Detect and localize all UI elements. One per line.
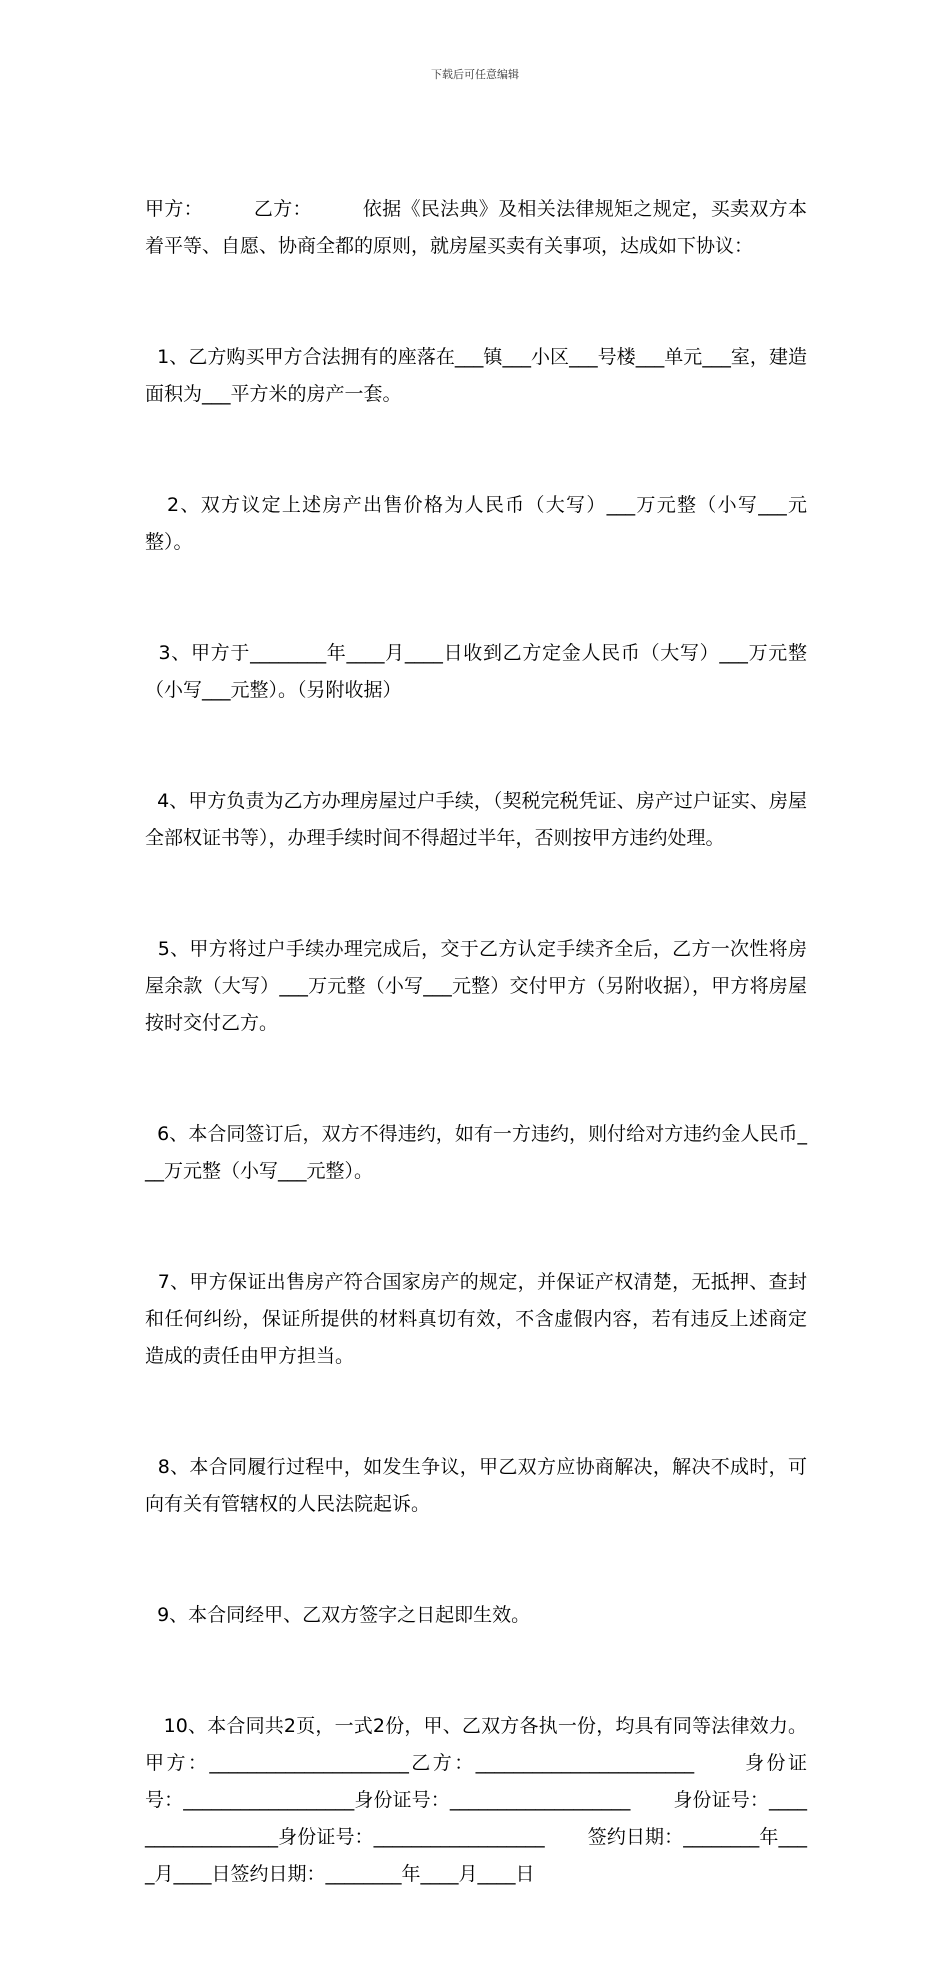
contract-body (145, 117, 844, 1967)
page-header-note: 下载后可任意编辑 (431, 68, 519, 81)
contract-intro: 甲方： 乙方： 依据《民法典》及相关法律规矩之规定，买卖双方本着平等、自愿、协商全都的原则，就房屋买卖有关事项，达成如下协议： (145, 198, 807, 257)
clause-8: 8、本合同履行过程中，如发生争议，甲乙双方应协商解决，解决不成时，可向有关有管辖权的人民法院起诉。 (145, 1456, 807, 1515)
clause-10-and-signatures: 10、本合同共2页，一式2份，甲、乙双方各执一份，均具有同等法律效力。 甲方：_____________________乙方：_______________________ 身份证号：__________________身份证号：___________________ 身份证号：__________________身份证号：__________________ 签约日期：________年____月____日签约日期：________年____月____日 (145, 1715, 844, 1885)
clause-6: 6、本合同签订后，双方不得违约，如有一方违约，则付给对方违约金人民币___万元整（小写___元整）。 (145, 1123, 807, 1182)
clause-1: 1、乙方购买甲方合法拥有的座落在___镇___小区___号楼___单元___室，建造面积为___平方米的房产一套。 (145, 346, 807, 405)
clause-9: 9、本合同经甲、乙双方签字之日起即生效。 (145, 1604, 531, 1626)
clause-5: 5、甲方将过户手续办理完成后，交于乙方认定手续齐全后，乙方一次性将房屋余款（大写）___万元整（小写___元整）交付甲方（另附收据），甲方将房屋按时交付乙方。 (145, 938, 807, 1034)
clause-3: 3、甲方于________年____月____日收到乙方定金人民币（大写）___万元整（小写___元整）。（另附收据） (145, 642, 807, 701)
clause-7: 7、甲方保证出售房产符合国家房产的规定，并保证产权清楚，无抵押、查封和任何纠纷，保证所提供的材料真切有效，不含虚假内容，若有违反上述商定造成的责任由甲方担当。 (145, 1271, 807, 1367)
clause-4: 4、甲方负责为乙方办理房屋过户手续，（契税完税凭证、房产过户证实、房屋全部权证书等），办理手续时间不得超过半年，否则按甲方违约处理。 (145, 790, 807, 849)
clause-2: 2、双方议定上述房产出售价格为人民币（大写）___万元整（小写___元整）。 (145, 494, 807, 553)
